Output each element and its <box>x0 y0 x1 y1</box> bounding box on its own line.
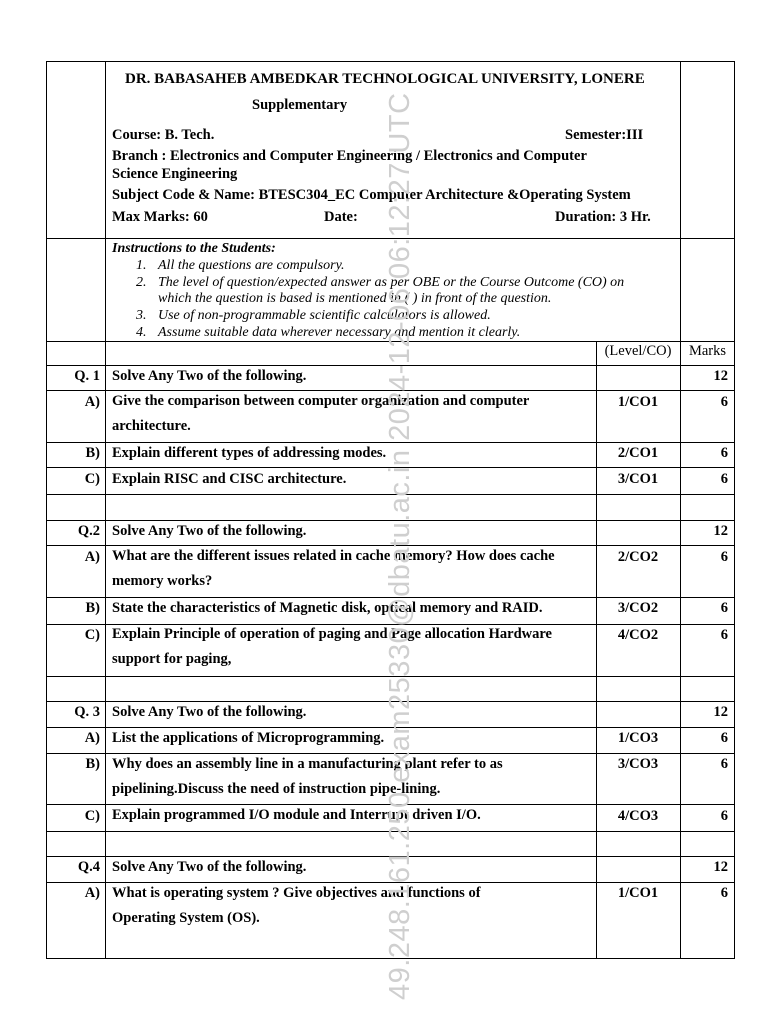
exam-duration: Duration: 3 Hr. <box>555 209 651 225</box>
branch-line-2: Science Engineering <box>112 166 238 182</box>
question-marks: 6 <box>720 471 728 487</box>
question-level-co: 3/CO1 <box>617 471 659 487</box>
instruction-number: 2. <box>136 275 147 290</box>
question-marks: 12 <box>713 704 728 720</box>
column-divider-qnum <box>105 61 106 959</box>
question-level-co: 3/CO3 <box>617 756 659 772</box>
branch-line-1: Branch : Electronics and Computer Engineering / Electronics and Computer <box>112 148 587 164</box>
question-marks: 6 <box>720 600 728 616</box>
max-marks: Max Marks: 60 <box>112 209 208 225</box>
question-number: Q. 3 <box>74 704 100 720</box>
question-marks: 12 <box>713 523 728 539</box>
question-marks: 12 <box>713 859 728 875</box>
question-level-co: 3/CO2 <box>617 600 659 616</box>
question-text: Explain RISC and CISC architecture. <box>112 471 347 487</box>
instruction-text: Use of non-programmable scientific calculators is allowed. <box>158 308 491 323</box>
question-text: What is operating system ? Give objectives and functions of Operating System (OS). <box>112 885 481 926</box>
question-number: Q. 1 <box>74 368 100 384</box>
question-text: State the characteristics of Magnetic disk, optical memory and RAID. <box>112 600 543 616</box>
university-name: DR. BABASAHEB AMBEDKAR TECHNOLOGICAL UNIVERSITY, LONERE <box>125 71 645 87</box>
question-marks: 6 <box>720 885 728 901</box>
instruction-text: which the question is based is mentioned in ( ) in front of the question. <box>158 291 552 306</box>
question-number: C) <box>84 808 100 824</box>
exam-type: Supplementary <box>252 97 348 113</box>
instruction-text: Assume suitable data wherever necessary and mention it clearly. <box>158 325 521 340</box>
question-text: Solve Any Two of the following. <box>112 368 307 384</box>
question-marks: 6 <box>720 445 728 461</box>
question-number: A) <box>84 730 100 746</box>
question-text: Explain different types of addressing modes. <box>112 445 387 461</box>
level-co-header: (Level/CO) <box>604 343 672 359</box>
course-label: Course: B. Tech. <box>112 127 215 143</box>
question-number: A) <box>84 885 100 901</box>
question-level-co: 2/CO1 <box>617 445 659 461</box>
question-text: Why does an assembly line in a manufacturing plant refer to as pipelining.Discuss the need of instruction pipe-lining. <box>112 756 503 797</box>
question-marks: 6 <box>720 549 728 565</box>
instructions-title: Instructions to the Students: <box>112 241 276 256</box>
marks-header: Marks <box>688 343 727 359</box>
instruction-number: 3. <box>136 308 147 323</box>
question-text: Solve Any Two of the following. <box>112 704 307 720</box>
subject-code-name: Subject Code & Name: BTESC304_EC Computer Architecture &Operating System <box>112 187 631 203</box>
question-text: Solve Any Two of the following. <box>112 523 307 539</box>
question-marks: 6 <box>720 808 728 824</box>
question-number: Q.4 <box>77 859 100 875</box>
question-marks: 6 <box>720 730 728 746</box>
question-level-co: 4/CO3 <box>617 808 659 824</box>
semester-label: Semester:III <box>565 127 644 143</box>
question-text: Explain Principle of operation of paging and Page allocation Hardware support for paging, <box>112 626 552 667</box>
instruction-number: 4. <box>136 325 147 340</box>
question-level-co: 1/CO1 <box>617 885 659 901</box>
instruction-text: The level of question/expected answer as per OBE or the Course Outcome (CO) on <box>158 275 625 290</box>
column-divider-level <box>596 341 597 959</box>
exam-date: Date: <box>324 209 358 225</box>
question-number: Q.2 <box>77 523 100 539</box>
question-text: Solve Any Two of the following. <box>112 859 307 875</box>
question-number: B) <box>85 445 100 461</box>
question-number: A) <box>84 549 100 565</box>
question-number: C) <box>84 627 100 643</box>
question-number: B) <box>85 600 100 616</box>
question-marks: 6 <box>720 394 728 410</box>
watermark: 49.248.161.250 exam25330@dbatu.ac.in 2024-12-06 06:12:27 UTC <box>384 92 416 1000</box>
question-number: A) <box>84 394 100 410</box>
question-number: B) <box>85 756 100 772</box>
instruction-text: All the questions are compulsory. <box>158 258 345 273</box>
question-level-co: 1/CO1 <box>617 394 659 410</box>
question-text: What are the different issues related in cache memory? How does cache memory works? <box>112 548 555 589</box>
question-level-co: 1/CO3 <box>617 730 659 746</box>
question-marks: 6 <box>720 756 728 772</box>
question-level-co: 4/CO2 <box>617 627 659 643</box>
question-text: Give the comparison between computer organization and computer architecture. <box>112 393 530 434</box>
question-level-co: 2/CO2 <box>617 549 659 565</box>
question-marks: 12 <box>713 368 728 384</box>
question-text: Explain programmed I/O module and Interrupt driven I/O. <box>112 807 481 823</box>
column-divider-header-right <box>680 61 681 341</box>
question-marks: 6 <box>720 627 728 643</box>
question-number: C) <box>84 471 100 487</box>
question-text: List the applications of Microprogramming. <box>112 730 385 746</box>
instruction-number: 1. <box>136 258 147 273</box>
